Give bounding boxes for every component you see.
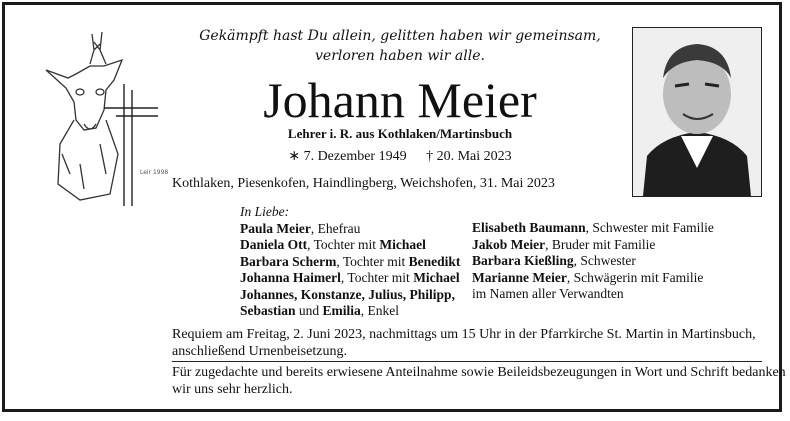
death-date: † 20. Mai 2023 [426, 149, 512, 164]
mourners-right [472, 220, 714, 303]
thanks-line-1: Für zugedachte und bereits erwiesene Anteilnahme sowie Beileidsbezeugungen in Wort und Schrift bedanken [172, 365, 786, 380]
quote-line-2: verloren haben wir alle. [315, 48, 485, 64]
mourners-intro: In Liebe: [240, 204, 290, 219]
mourner-line: Sebastian und Emilia, Enkel [240, 303, 400, 318]
deer-drawing [40, 24, 169, 210]
mourner-line: Johannes, Konstanze, Julius, Philipp, [240, 286, 455, 302]
mourner-line: Johanna Haimerl, Tochter mit Michael [240, 270, 460, 285]
thanks-text [172, 364, 786, 398]
requiem-line-2: anschließend Urnenbeisetzung. [172, 344, 347, 359]
divider [172, 361, 762, 362]
mourner-line: Elisabeth Baumann, Schwester mit Familie [472, 220, 714, 235]
life-dates [180, 148, 620, 165]
mourner-line: im Namen aller Verwandten [472, 286, 624, 301]
deceased-subtitle: Lehrer i. R. aus Kothlaken/Martinsbuch [287, 126, 513, 141]
thanks-line-2: wir uns sehr herzlich. [172, 382, 293, 397]
quote-line-1: Gekämpft hast Du allein, gelitten haben wir gemeinsam, [199, 28, 601, 44]
mourner-line: Daniela Ott, Tochter mit Michael [240, 237, 426, 252]
birth-date: ∗ 7. Dezember 1949 [288, 149, 407, 164]
requiem-line-1: Requiem am Freitag, 2. Juni 2023, nachmittags um 15 Uhr in der Pfarrkirche St. Martin in Martinsbuch, [172, 327, 756, 342]
deceased-name: Johann Meier [263, 72, 537, 128]
place-date: Kothlaken, Piesenkofen, Haindlingberg, Weichshofen, 31. Mai 2023 [172, 176, 555, 191]
mourner-line: Jakob Meier, Bruder mit Familie [472, 236, 656, 252]
mourner-line: Marianne Meier, Schwägerin mit Familie [472, 269, 704, 285]
artist-signature: Leir 1998 [140, 169, 169, 176]
mourners-left [240, 204, 460, 320]
mourner-line: Paula Meier, Ehefrau [240, 220, 361, 236]
mourner-line: Barbara Kießling, Schwester [472, 253, 636, 268]
requiem-text [172, 326, 756, 360]
portrait-photo [632, 27, 762, 197]
mourner-line: Barbara Scherm, Tochter mit Benedikt [240, 253, 461, 269]
